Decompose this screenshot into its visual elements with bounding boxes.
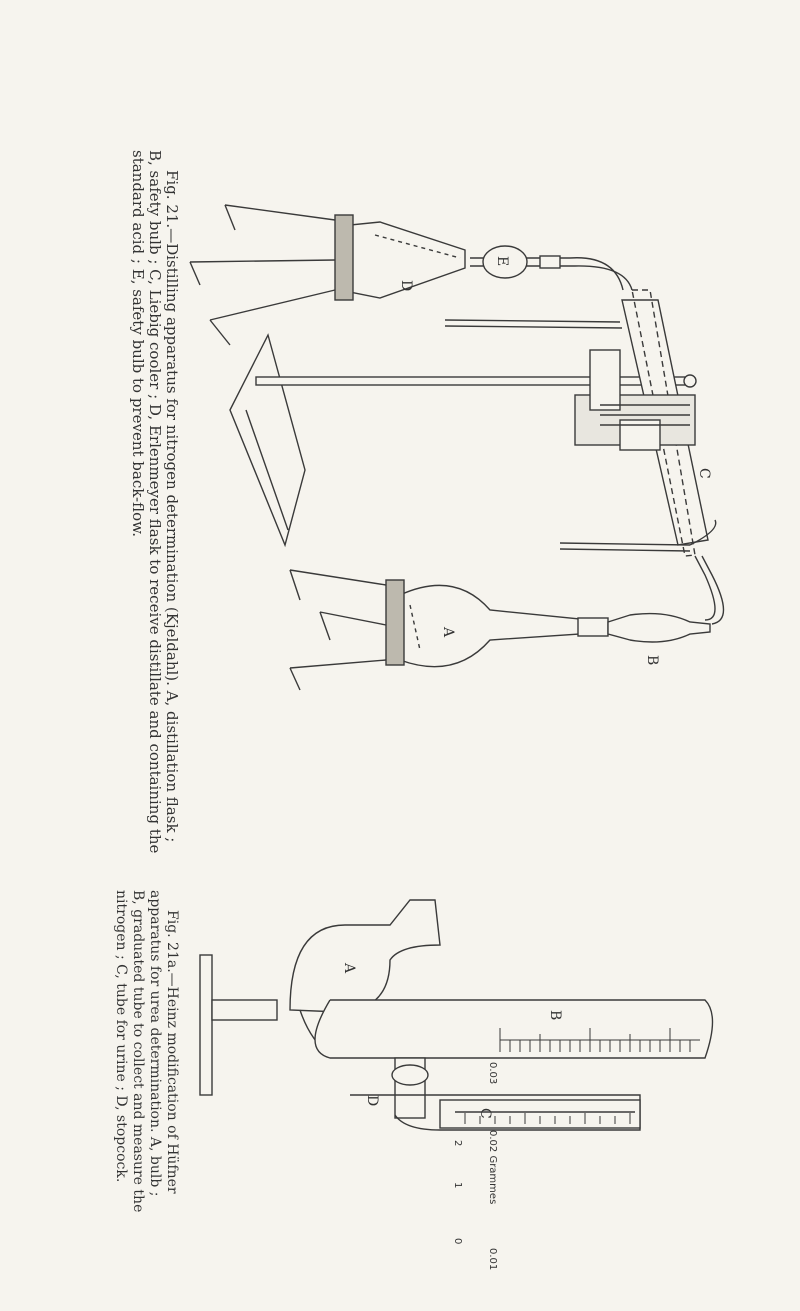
figure-21-caption-line-2: B, safety bulb ; C, Liebig cooler ; D, Erlenmeyer flask to receive distillate and containing the <box>146 150 164 854</box>
figure-21a-label-d: D <box>364 1095 380 1107</box>
scale-label-001: 0.01 <box>487 1248 498 1271</box>
scale-label-002: 0.02 Grammes <box>487 1130 498 1205</box>
bulb-a <box>290 900 440 1012</box>
figure-21a-label-a: A <box>341 963 357 974</box>
scale-label-003: 0.03 <box>487 1062 498 1085</box>
figure-21a-caption-line-3: B, graduated tube to collect and measure the <box>130 890 146 1213</box>
figure-21-label-e: E <box>494 256 510 267</box>
figure-21a-caption-line-2: apparatus for urea determination. A, bulb ; <box>147 890 163 1197</box>
figure-21a-caption <box>112 890 180 1212</box>
graduated-tube-b <box>315 1000 713 1058</box>
figure-21-label-d: D <box>398 280 414 292</box>
figure-21-label-c: C <box>696 468 712 479</box>
figure-21a-caption-line-1: Fig. 21a.—Heinz modification of Hüfner <box>164 910 180 1194</box>
figure-21-label-a: A <box>440 627 456 638</box>
tube-c-mark-0: 0 <box>452 1238 463 1245</box>
figure-21-label-b: B <box>644 655 660 666</box>
figure-21a-label-c: C <box>477 1108 493 1119</box>
figure-21a-caption-line-4: nitrogen ; C, tube for urine ; D, stopcock. <box>113 890 129 1183</box>
tube-c-mark-1: 1 <box>452 1182 463 1189</box>
tube-c-mark-2: 2 <box>452 1140 463 1147</box>
figure-21-caption-line-3: standard acid ; E, safety bulb to prevent back-flow. <box>129 150 147 537</box>
figure-21a-label-b: B <box>547 1010 563 1021</box>
base-plate <box>200 955 212 1095</box>
figure-21-caption-line-1: Fig. 21.—Distilling apparatus for nitrogen determination (Kjeldahl). A, distillation flask ; <box>163 170 181 843</box>
